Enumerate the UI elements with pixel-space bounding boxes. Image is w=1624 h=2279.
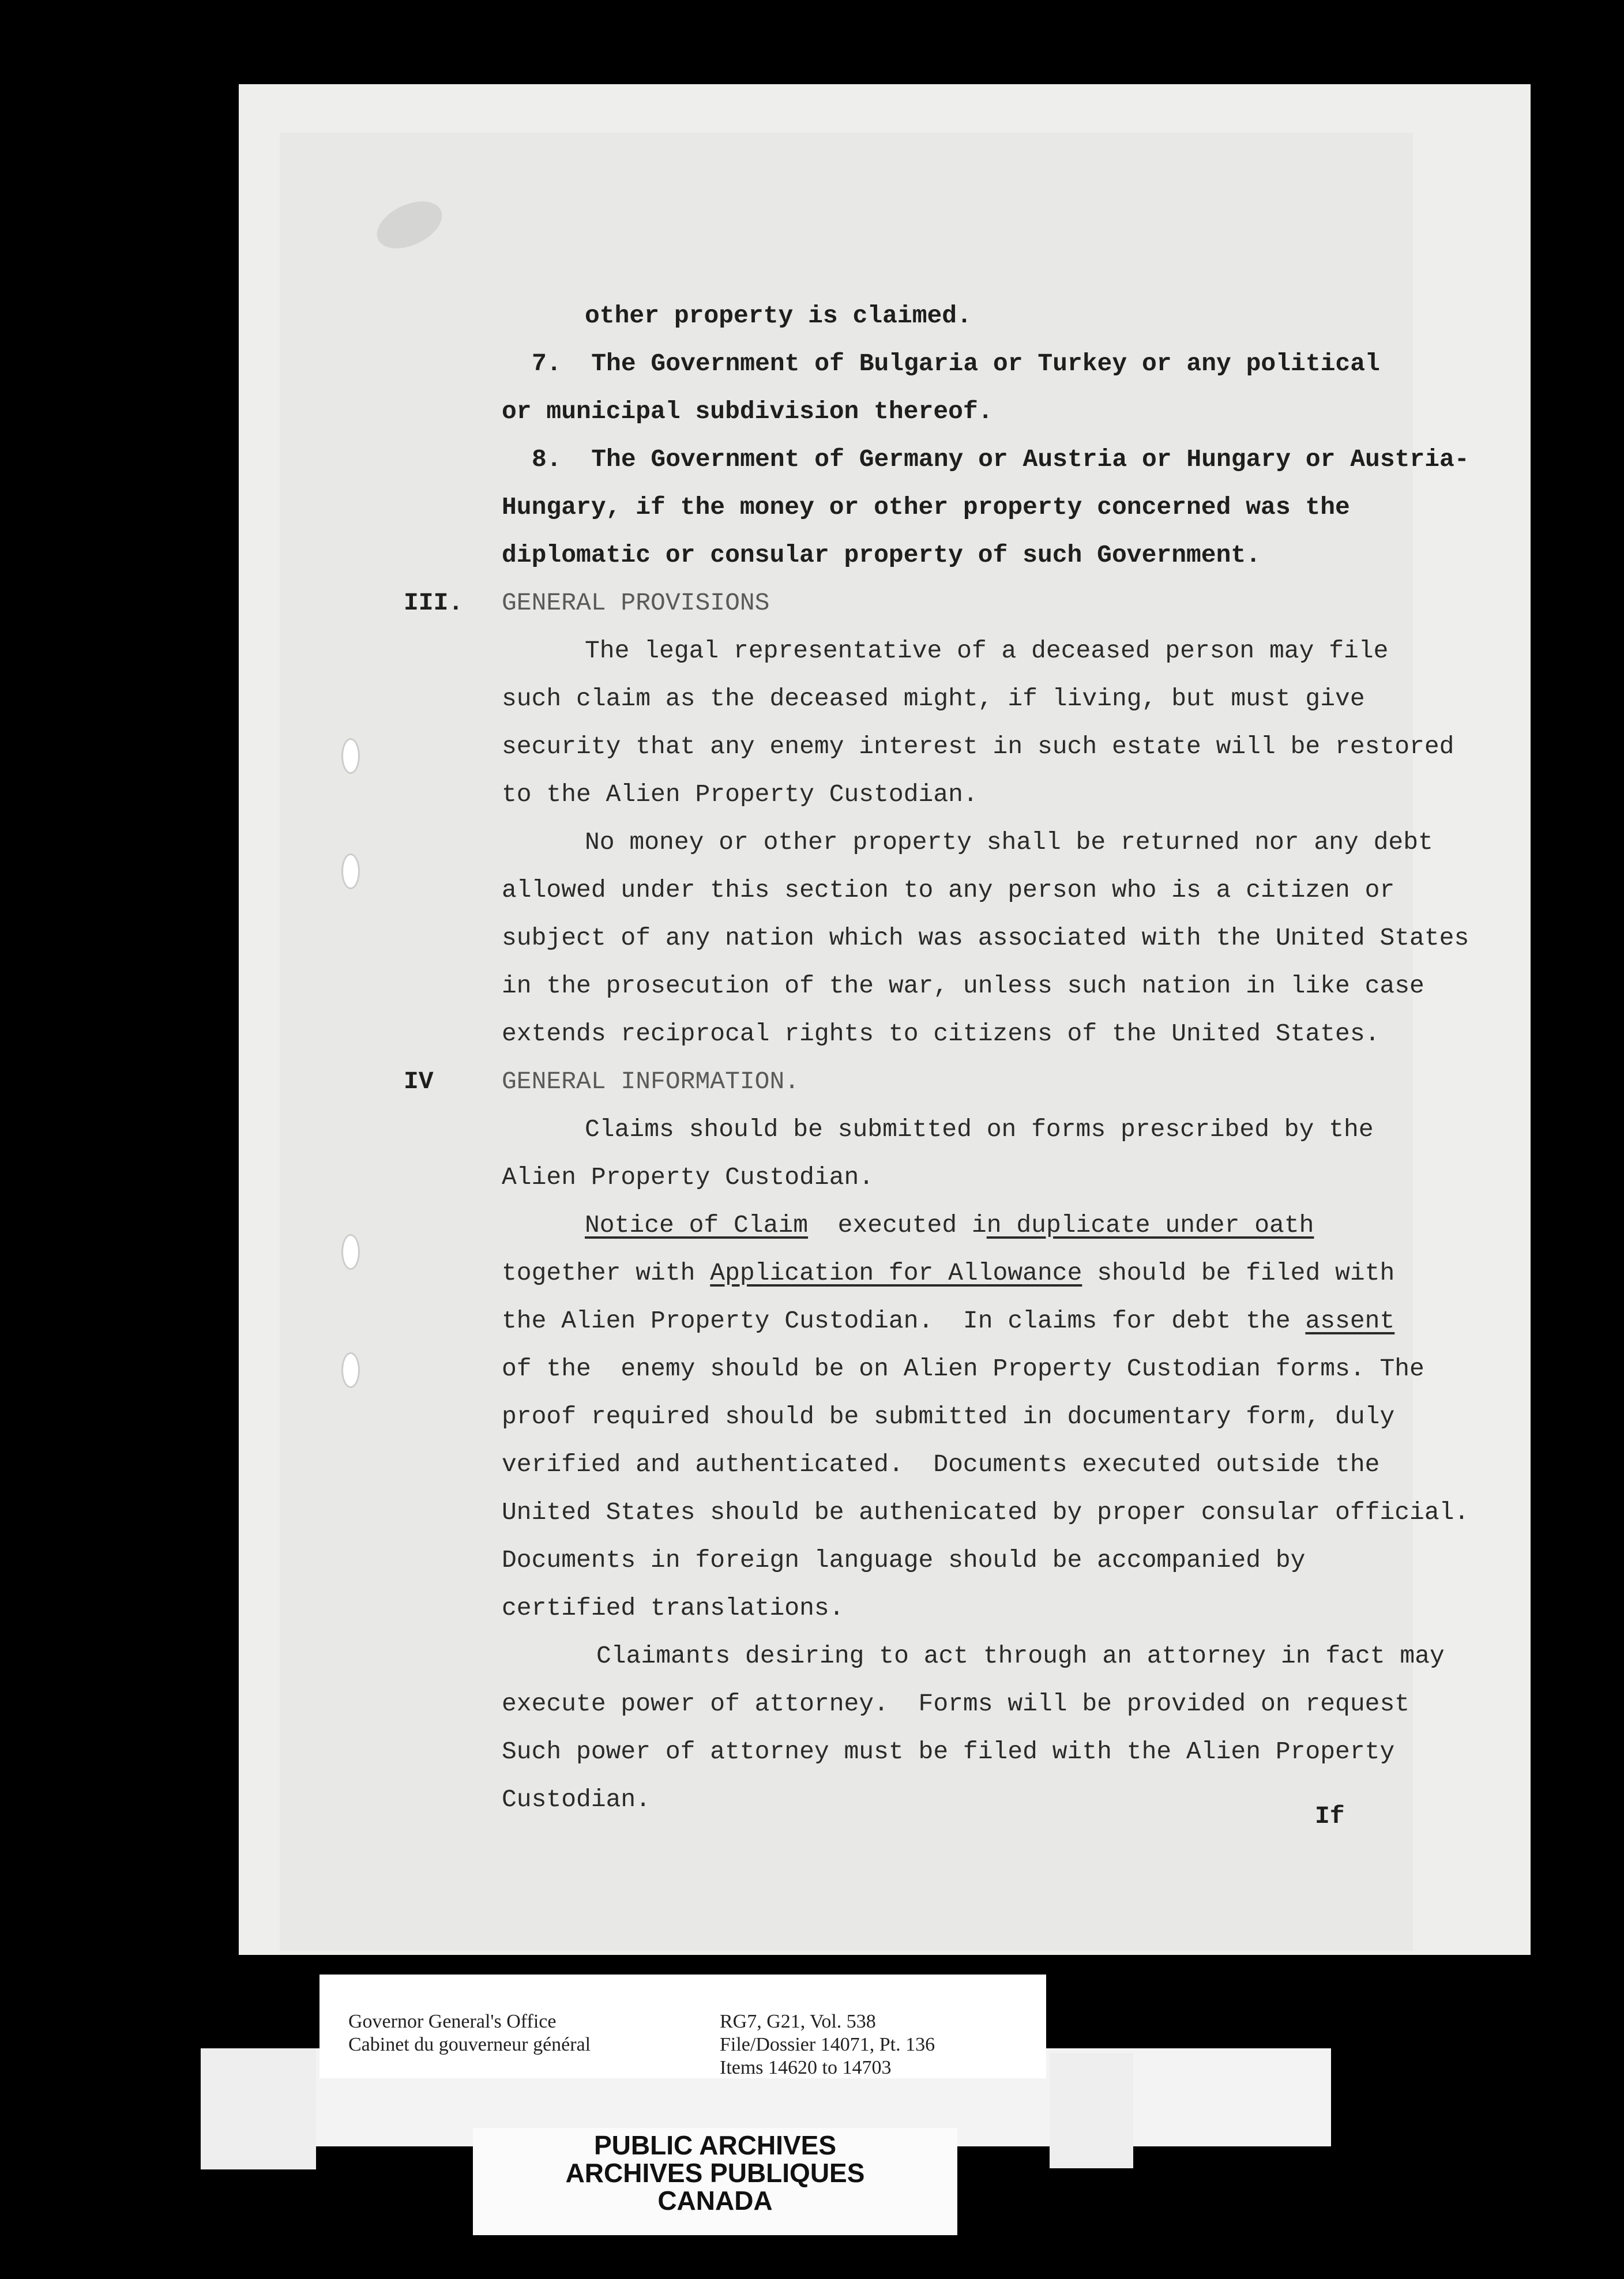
text-fragment: together with [502, 1259, 696, 1287]
text-line: proof required should be submitted in documentary form, duly [502, 1402, 1395, 1431]
section-numeral: III. [404, 589, 464, 617]
text-line: diplomatic or consular property of such Government. [502, 541, 1261, 569]
text-line: in the prosecution of the war, unless such nation in like case [502, 972, 1424, 1000]
label-reference-block [720, 2010, 935, 2079]
section-heading: GENERAL INFORMATION. [502, 1067, 800, 1096]
text-line: No money or other property shall be returned nor any debt [585, 828, 1433, 856]
text-line: Documents in foreign language should be accompanied by [502, 1546, 1306, 1574]
stamp-line-country: CANADA [657, 2186, 773, 2216]
archive-tab-end [201, 2048, 316, 2169]
text-line: Claims should be submitted on forms prescribed by the [585, 1115, 1374, 1144]
text-line: The legal representative of a deceased person may file [585, 637, 1389, 665]
underlined-phrase: Notice of Claim [585, 1211, 809, 1239]
text-line: Hungary, if the money or other property concerned was the [502, 493, 1350, 521]
text-line [502, 1307, 1394, 1336]
text-line: Such power of attorney must be filed with the Alien Property [502, 1738, 1395, 1766]
text-line: to the Alien Property Custodian. [502, 780, 978, 808]
label-record-group: RG7, G21, Vol. 538 [720, 2011, 876, 2032]
text-line [502, 1259, 1394, 1288]
text-line: verified and authenticated. Documents executed outside the [502, 1450, 1380, 1479]
text-line: Claimants desiring to act through an attorney in fact may [596, 1642, 1445, 1670]
text-line: of the enemy should be on Alien Property Custodian forms. The [502, 1355, 1424, 1383]
label-office-block [348, 2010, 591, 2056]
section-numeral: IV [404, 1067, 434, 1096]
text-line [585, 1211, 1314, 1240]
catchword: If [1315, 1802, 1345, 1830]
text-fragment: the Alien Property Custodian. In claims for debt the [502, 1307, 1291, 1335]
underlined-phrase: n duplicate under oath [986, 1211, 1314, 1239]
text-line: subject of any nation which was associated with the United States [502, 924, 1469, 952]
label-items-range: Items 14620 to 14703 [720, 2057, 892, 2078]
text-fragment: should be filed with [1097, 1259, 1395, 1287]
stamp-line-fr: ARCHIVES PUBLIQUES [565, 2158, 865, 2188]
underlined-phrase: assent [1305, 1307, 1395, 1335]
text-line: or municipal subdivision thereof. [502, 397, 993, 426]
section-heading: GENERAL PROVISIONS [502, 589, 770, 617]
label-office-en: Governor General's Office [348, 2011, 557, 2032]
text-line: United States should be authenicated by proper consular official. [502, 1498, 1469, 1526]
text-line: 7. The Government of Bulgaria or Turkey or any political [532, 349, 1380, 378]
text-line: security that any enemy interest in such estate will be restored [502, 732, 1454, 761]
label-file-dossier: File/Dossier 14071, Pt. 136 [720, 2034, 935, 2055]
text-line: Alien Property Custodian. [502, 1163, 874, 1191]
text-line: extends reciprocal rights to citizens of the United States. [502, 1020, 1380, 1048]
text-fragment: executed i [808, 1211, 987, 1239]
text-line: Custodian. [502, 1785, 651, 1814]
stamp-line-en: PUBLIC ARCHIVES [594, 2130, 836, 2160]
text-line: execute power of attorney. Forms will be provided on request [502, 1690, 1410, 1718]
text-line: certified translations. [502, 1594, 844, 1622]
public-archives-stamp [473, 2128, 957, 2235]
archive-label-card [319, 1975, 1046, 2078]
underlined-phrase: Application for Allowance [710, 1259, 1082, 1287]
text-line: allowed under this section to any person who is a citizen or [502, 876, 1395, 904]
text-line: 8. The Government of Germany or Austria or Hungary or Austria- [532, 445, 1469, 473]
text-line: other property is claimed. [585, 302, 972, 330]
label-office-fr: Cabinet du gouverneur général [348, 2034, 591, 2055]
text-line: such claim as the deceased might, if living, but must give [502, 685, 1365, 713]
archive-tab-end [1050, 2053, 1133, 2168]
